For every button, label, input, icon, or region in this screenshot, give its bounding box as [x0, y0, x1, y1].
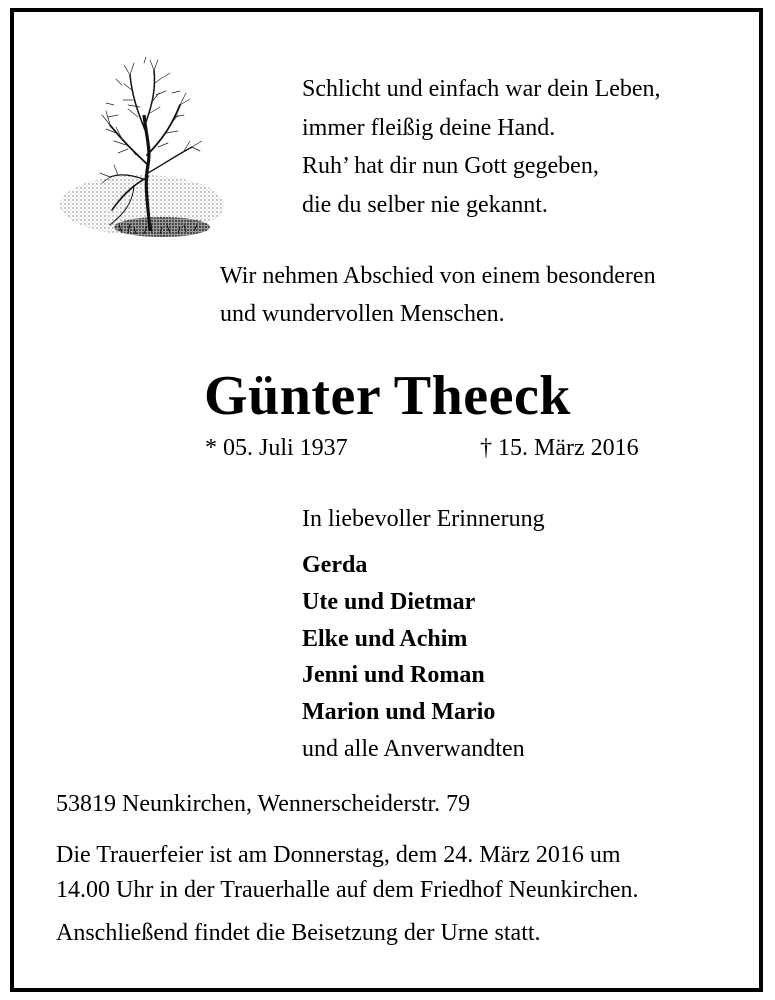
funeral-info	[56, 838, 639, 908]
relatives-line: und alle Anverwandten	[302, 735, 525, 762]
mourner-name: Ute und Dietmar	[302, 588, 476, 615]
funeral-line: Die Trauerfeier ist am Donnerstag, dem 24. März 2016 um	[56, 842, 621, 868]
deceased-name: Günter Theeck	[204, 365, 571, 427]
mourner-name: Jenni und Roman	[302, 662, 485, 689]
mourners-list	[302, 547, 525, 768]
farewell-line: Wir nehmen Abschied von einem besonderen	[220, 263, 656, 289]
farewell-text	[220, 257, 656, 333]
mourner-name: Elke und Achim	[302, 625, 468, 652]
poem-line: die du selber nie gekannt.	[302, 191, 548, 218]
memory-line: In liebevoller Erinnerung	[302, 506, 545, 532]
mourner-name: Gerda	[302, 552, 368, 578]
poem	[302, 70, 661, 224]
birth-date: * 05. Juli 1937	[205, 435, 348, 461]
family-address: 53819 Neunkirchen, Wennerscheiderstr. 79	[56, 791, 471, 817]
bare-tree-icon	[52, 55, 232, 255]
poem-line: Schlicht und einfach war dein Leben,	[302, 76, 661, 102]
poem-line: Ruh’ hat dir nun Gott gegeben,	[302, 153, 599, 179]
poem-line: immer fleißig deine Hand.	[302, 114, 556, 141]
funeral-line: 14.00 Uhr in der Trauerhalle auf dem Friedhof Neunkirchen.	[56, 877, 639, 903]
mourner-name: Marion und Mario	[302, 699, 496, 726]
urn-burial-line: Anschließend findet die Beisetzung der Urne statt.	[56, 920, 541, 946]
death-date: † 15. März 2016	[480, 435, 639, 461]
farewell-line: und wundervollen Menschen.	[220, 301, 505, 327]
